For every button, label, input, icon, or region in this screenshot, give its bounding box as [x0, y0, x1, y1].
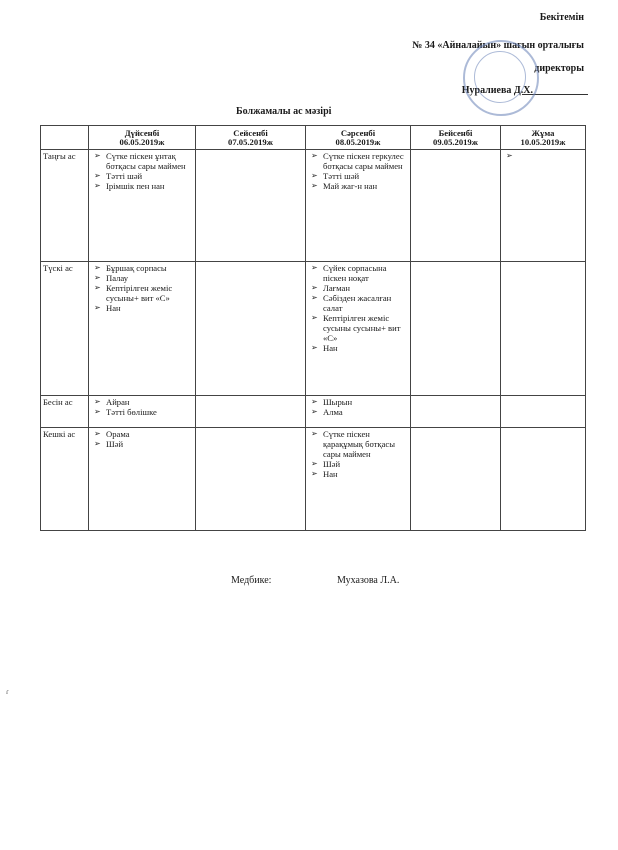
official-stamp: [463, 40, 539, 116]
director-name: Нуралиева Д.Х.: [461, 85, 533, 96]
list-item: ➢ Сүтке піскен геркулес ботқасы сары маймен: [323, 151, 407, 171]
table-row-breakfast: [41, 149, 586, 261]
header-thursday: Бейсенбі 09.05.2019ж: [411, 126, 501, 150]
list-item: ➢ Нан: [106, 303, 192, 313]
list-item: ➢ Шәй: [106, 439, 192, 449]
monday-cell: [89, 395, 196, 427]
list-item: ➢ Алма: [323, 407, 407, 417]
friday-cell: [501, 395, 586, 427]
tuesday-cell: [196, 427, 306, 530]
organization-name: № 34 «Айналайын» шағын орталығы: [412, 40, 584, 51]
meal-label: Бесін ас: [41, 395, 89, 427]
list-item: ➢ Бұршақ сорпасы: [106, 263, 192, 273]
meal-label: Түскі ас: [41, 261, 89, 395]
monday-cell: [89, 427, 196, 530]
list-item: ➢ Сүтке піскен ұнтақ ботқасы сары маймен: [106, 151, 192, 171]
approval-label: Бекітемін: [539, 12, 584, 23]
header-friday: Жұма 10.05.2019ж: [501, 126, 586, 150]
friday-cell: [501, 261, 586, 395]
menu-table: [40, 125, 586, 531]
list-item: ➢ Май жаг-н нан: [323, 181, 407, 191]
list-item: ➢ Айран: [106, 397, 192, 407]
table-row-lunch: [41, 261, 586, 395]
header-wednesday: Сәрсенбі 08.05.2019ж: [306, 126, 411, 150]
list-item: ➢ Кептірілген жеміс сусыны сусыны+ вит «С»: [323, 313, 407, 343]
table-row-dinner: [41, 427, 586, 530]
list-item: ➢ Тәтті шәй: [106, 171, 192, 181]
list-item: ➢ Нан: [323, 343, 407, 353]
meal-label: Кешкі ас: [41, 427, 89, 530]
wednesday-cell: [306, 261, 411, 395]
header-monday: Дүйсенбі 06.05.2019ж: [89, 126, 196, 150]
tuesday-cell: [196, 149, 306, 261]
list-item: ➢ Палау: [106, 273, 192, 283]
header-tuesday: Сейсенбі 07.05.2019ж: [196, 126, 306, 150]
header-empty-cell: [41, 126, 89, 150]
director-title: директоры: [534, 63, 584, 74]
list-item: ➢ Орама: [106, 429, 192, 439]
list-item: ➢ Ірімшік пен нан: [106, 181, 192, 191]
list-item: ➢ Кептірілген жеміс сусыны+ вит «С»: [106, 283, 192, 303]
list-item: ➢ Сүтке піскен қарақұмық ботқасы сары маймен: [323, 429, 407, 459]
friday-cell: [501, 427, 586, 530]
thursday-cell: [411, 261, 501, 395]
tuesday-cell: [196, 261, 306, 395]
wednesday-cell: [306, 149, 411, 261]
wednesday-cell: [306, 427, 411, 530]
page-title: Болжамалы ас мәзірі: [236, 106, 332, 117]
friday-cell: [501, 149, 586, 261]
wednesday-cell: [306, 395, 411, 427]
thursday-cell: [411, 395, 501, 427]
monday-cell: [89, 261, 196, 395]
list-item: ➢ Тәтті бөлішке: [106, 407, 192, 417]
meal-label: Таңғы ас: [41, 149, 89, 261]
list-item: ➢ Нан: [323, 469, 407, 479]
list-item: ➢ Сәбізден жасалған салат: [323, 293, 407, 313]
list-item: ➢ Тәтті шәй: [323, 171, 407, 181]
list-item: ➢ Лағман: [323, 283, 407, 293]
list-item: ➢ Сүйек сорпасына піскен ноқат: [323, 263, 407, 283]
nurse-role-label: Медбике:: [231, 575, 272, 586]
scan-mark: ɾ: [6, 687, 9, 696]
list-item: ➢ Шырын: [323, 397, 407, 407]
monday-cell: [89, 149, 196, 261]
nurse-name: Мухазова Л.А.: [337, 575, 400, 586]
table-row-afternoon-snack: [41, 395, 586, 427]
thursday-cell: [411, 149, 501, 261]
table-header-row: [41, 126, 586, 150]
list-item: ➢ Шәй: [323, 459, 407, 469]
thursday-cell: [411, 427, 501, 530]
tuesday-cell: [196, 395, 306, 427]
